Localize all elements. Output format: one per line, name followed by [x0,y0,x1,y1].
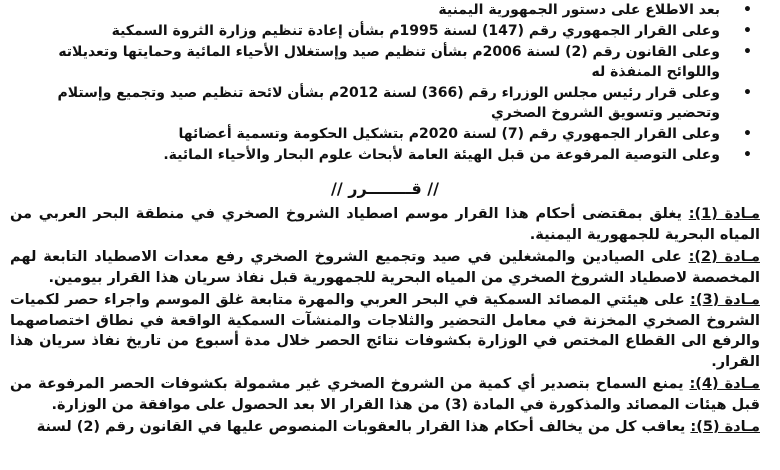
preamble-text: بعد الاطلاع على دستور الجمهورية اليمنية [438,2,720,18]
article-label: مـادة (1): [688,206,760,222]
article-text: على الصيادين والمشغلين في صيد وتجميع الشروخ الصخري رفع معدات الاصطياد التابعة لهم المخصصة لاصطياد الشروخ الصخري من المياه البحرية للجمهورية قبل نفاذ سريان هذا القرار بيومين. [10,249,760,286]
article-text: على هيئتي المصائد السمكية في البحر العربي والمهرة متابعة غلق الموسم واجراء حصر لكميات الشروخ الصخري المخزنة في معامل التحضير والثلاجات والمنشآت السمكية الواقعة في نطاق اختصاصهما والرفع الى القطاع المختص في الوزارة بكشوفات نتائج الحصر خلال مدة أسبوع من تاريخ نفاذ سريان هذا القرار. [10,292,760,370]
bullet-icon: • [743,2,752,18]
article-3 [10,290,760,372]
article-label: مـادة (2): [688,249,760,265]
article-label: مـادة (4): [689,376,760,392]
preamble-text: وعلى التوصية المرفوعة من قبل الهيئة العامة لأبحاث علوم البحار والأحياء المائية. [163,147,720,163]
decree-title: // قــــــــرر // [331,179,439,198]
article-2 [10,247,760,288]
preamble-text: وعلى القرار الجمهوري رقم (7) لسنة 2020م بتشكيل الحكومة وتسمية أعضائها [178,126,720,142]
bullet-icon: • [743,44,752,60]
preamble-item [10,145,760,165]
article-text: يعاقب كل من يخالف أحكام هذا القرار بالعقوبات المنصوص عليها في القانون رقم (2) لسنة [36,419,691,435]
bullet-icon: • [743,147,752,163]
preamble-item [10,42,760,82]
article-text: يمنع السماح بتصدير أي كمية من الشروخ الصخري غير مشمولة بكشوفات الحصر المرفوعة من قبل هيئات المصائد والمذكورة في المادة (3) من هذا القرار الا بعد الحصول على موافقة من الوزارة. [10,376,760,413]
preamble-item [10,83,760,123]
article-label: مـادة (3): [690,292,760,308]
preamble-item [10,124,760,144]
bullet-icon: • [743,23,752,39]
preamble-text: وعلى القرار الجمهوري رقم (147) لسنة 1995م بشأن إعادة تنظيم وزارة الثروة السمكية [111,23,720,39]
bullet-icon: • [743,85,752,101]
bullet-icon: • [743,126,752,142]
preamble-text: وعلى قرار رئيس مجلس الوزراء رقم (366) لسنة 2012م بشأن لائحة تنظيم صيد وتجميع وإستلام وتحضير وتسويق الشروخ الصخري [57,85,720,121]
article-text: يغلق بمقتضى أحكام هذا القرار موسم اصطياد الشروخ الصخري في منطقة البحر العربي من المياه البحرية للجمهورية اليمنية. [10,206,760,243]
preamble-list [10,0,760,165]
preamble-item [10,21,760,41]
preamble-item [10,0,760,20]
article-1 [10,204,760,245]
article-label: مـادة (5): [690,419,760,435]
preamble-text: وعلى القانون رقم (2) لسنة 2006م بشأن تنظيم صيد وإستغلال الأحياء المائية وحمايتها وتعديلاته واللوائح المنفذة له [58,44,720,80]
article-5 [10,417,760,438]
article-4 [10,374,760,415]
